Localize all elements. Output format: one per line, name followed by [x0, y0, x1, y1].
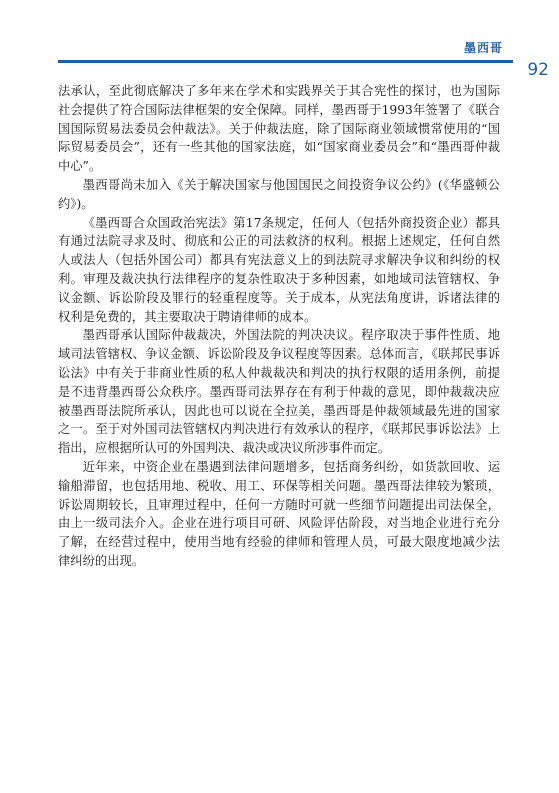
paragraph-2: 墨西哥尚未加入《关于解决国家与他国国民之间投资争议公约》(《华盛顿公约》)。 [58, 177, 500, 211]
page-number: 92 [527, 60, 549, 80]
section-title: 墨西哥 [463, 41, 503, 55]
paragraph-3: 《墨西哥合众国政治宪法》第17条规定，任何人（包括外商投资企业）都具有通过法院寻求及时、彻底和公正的司法救济的权利。根据上述规定，任何自然人或法人（包括外国公司）都具有宪法意义上的到法院寻求解决争议和纠纷的权利。审理及裁决执行法律程序的复杂性取决于多种因素，如地域司法管辖权、争议金额、诉讼阶段及罪行的轻重程度等。关于成本，从宪法角度讲，诉诸法律的权利是免费的，其主要取决于聘请律师的成本。 [58, 215, 500, 324]
paragraph-1: 法承认，至此彻底解决了多年来在学术和实践界关于其合宪性的探讨，也为国际社会提供了符合国际法律框架的安全保障。同样，墨西哥于1993年签署了《联合国国际贸易法委员会仲裁法》。关于仲裁法庭，除了国际商业领域惯常使用的“国际贸易委员会”，还有一些其他的国家法庭，如“国家商业委员会”和“墨西哥仲裁中心”。 [58, 84, 500, 174]
body-text [58, 82, 500, 571]
paragraph-4: 墨西哥承认国际仲裁裁决，外国法院的判决决议。程序取决于事件性质、地域司法管辖权、争议金额、诉讼阶段及争议程度等因素。总体而言，《联邦民事诉讼法》中有关于非商业性质的私人仲裁裁决和判决的执行权限的适用条例，前提是不违背墨西哥公众秩序。墨西哥司法界存在有利于仲裁的意见，即仲裁裁决应被墨西哥法院所承认，因此也可以说在全拉美，墨西哥是仲裁领域最先进的国家之一。至于对外国司法管辖权内判决进行有效承认的程序，《联邦民事诉讼法》上指出，应根据所认可的外国判决、裁决或决议所涉事件而定。 [58, 328, 500, 456]
header-rule [58, 60, 513, 63]
paragraph-5: 近年来，中资企业在墨遇到法律问题增多，包括商务纠纷，如货款回收、运输船滞留，也包括用地、税收、用工、环保等相关问题。墨西哥法律较为繁琐，诉讼周期较长，且审理过程中，任何一方随时可就一些细节问题提出司法保全，由上一级司法介入。企业在进行项目可研、风险评估阶段，对当地企业进行充分了解，在经营过程中，使用当地有经验的律师和管理人员，可最大限度地减少法律纠纷的出现。 [58, 459, 500, 568]
page-header [0, 0, 559, 80]
